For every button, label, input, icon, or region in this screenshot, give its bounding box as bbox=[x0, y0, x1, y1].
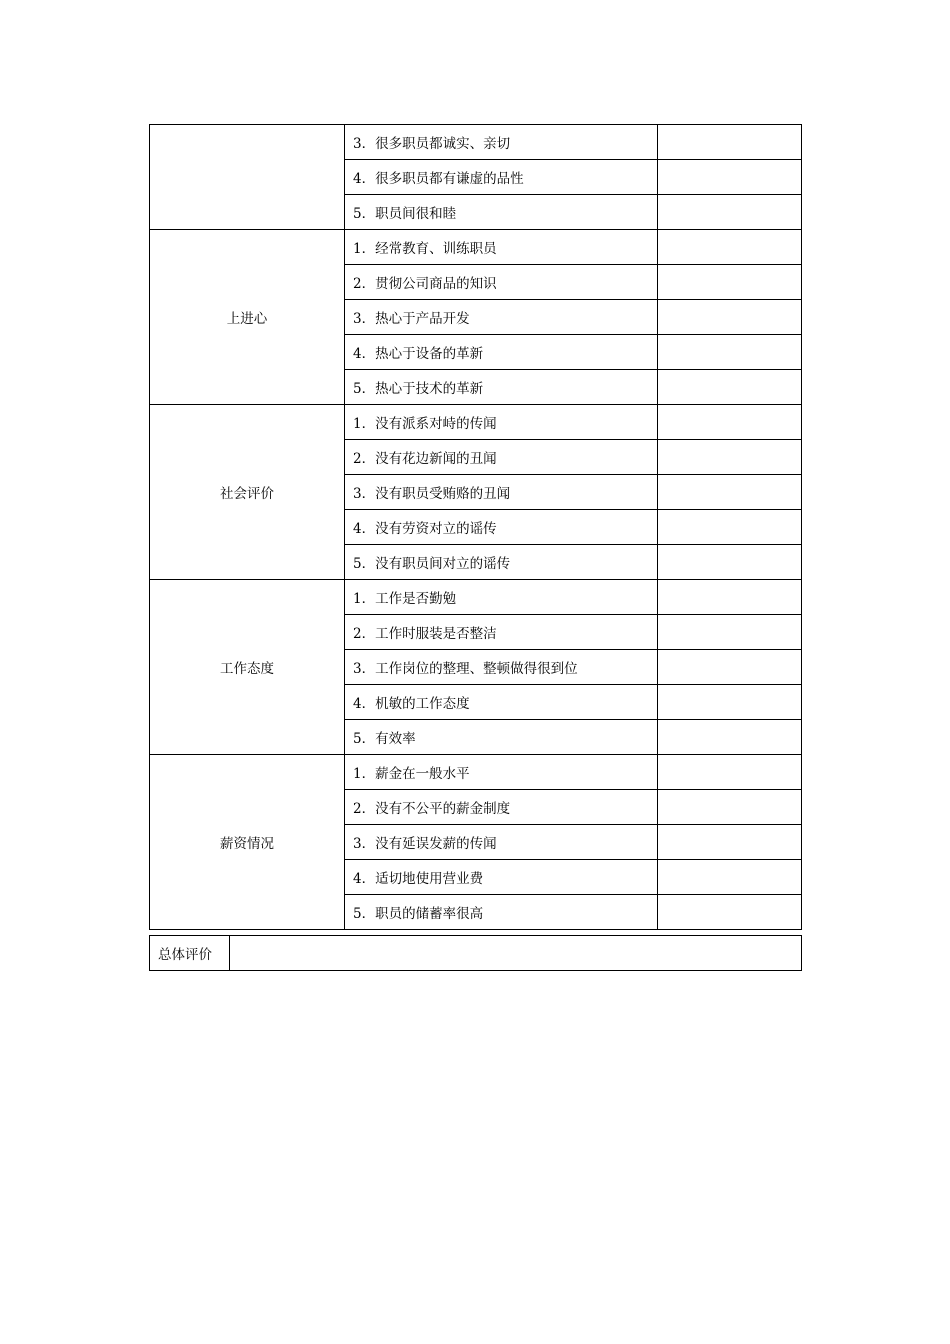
table-row bbox=[150, 755, 802, 790]
category-cell: 上进心 bbox=[150, 230, 345, 405]
score-cell[interactable] bbox=[658, 615, 802, 650]
score-cell[interactable] bbox=[658, 860, 802, 895]
score-cell[interactable] bbox=[658, 230, 802, 265]
criterion-cell: 2．没有花边新闻的丑闻 bbox=[345, 440, 658, 475]
score-cell[interactable] bbox=[658, 825, 802, 860]
criterion-cell: 3．很多职员都诚实、亲切 bbox=[345, 125, 658, 160]
score-cell[interactable] bbox=[658, 160, 802, 195]
score-cell[interactable] bbox=[658, 370, 802, 405]
criterion-cell: 1．经常教育、训练职员 bbox=[345, 230, 658, 265]
score-cell[interactable] bbox=[658, 580, 802, 615]
criterion-cell: 5．没有职员间对立的谣传 bbox=[345, 545, 658, 580]
score-cell[interactable] bbox=[658, 545, 802, 580]
score-cell[interactable] bbox=[658, 440, 802, 475]
criterion-cell: 2．工作时服装是否整洁 bbox=[345, 615, 658, 650]
criterion-cell: 5．热心于技术的革新 bbox=[345, 370, 658, 405]
criterion-cell: 2．贯彻公司商品的知识 bbox=[345, 265, 658, 300]
table-row bbox=[150, 125, 802, 160]
criterion-cell: 3．工作岗位的整理、整顿做得很到位 bbox=[345, 650, 658, 685]
criterion-cell: 1．没有派系对峙的传闻 bbox=[345, 405, 658, 440]
score-cell[interactable] bbox=[658, 755, 802, 790]
criterion-cell: 3．没有职员受贿赂的丑闻 bbox=[345, 475, 658, 510]
category-cell bbox=[150, 125, 345, 230]
evaluation-table-body bbox=[150, 125, 802, 930]
table-row bbox=[150, 405, 802, 440]
category-cell: 工作态度 bbox=[150, 580, 345, 755]
category-cell: 薪资情况 bbox=[150, 755, 345, 930]
score-cell[interactable] bbox=[658, 405, 802, 440]
summary-table bbox=[149, 935, 802, 971]
score-cell[interactable] bbox=[658, 720, 802, 755]
score-cell[interactable] bbox=[658, 195, 802, 230]
score-cell[interactable] bbox=[658, 650, 802, 685]
criterion-cell: 4．没有劳资对立的谣传 bbox=[345, 510, 658, 545]
score-cell[interactable] bbox=[658, 265, 802, 300]
score-cell[interactable] bbox=[658, 685, 802, 720]
criterion-cell: 4．热心于设备的革新 bbox=[345, 335, 658, 370]
summary-row bbox=[150, 936, 802, 971]
score-cell[interactable] bbox=[658, 335, 802, 370]
table-row bbox=[150, 580, 802, 615]
criterion-cell: 4．机敏的工作态度 bbox=[345, 685, 658, 720]
category-cell: 社会评价 bbox=[150, 405, 345, 580]
score-cell[interactable] bbox=[658, 895, 802, 930]
evaluation-table bbox=[149, 124, 802, 930]
criterion-cell: 3．没有延误发薪的传闻 bbox=[345, 825, 658, 860]
score-cell[interactable] bbox=[658, 510, 802, 545]
criterion-cell: 1．薪金在一般水平 bbox=[345, 755, 658, 790]
score-cell[interactable] bbox=[658, 300, 802, 335]
criterion-cell: 4．适切地使用营业费 bbox=[345, 860, 658, 895]
score-cell[interactable] bbox=[658, 125, 802, 160]
criterion-cell: 3．热心于产品开发 bbox=[345, 300, 658, 335]
criterion-cell: 2．没有不公平的薪金制度 bbox=[345, 790, 658, 825]
summary-value-cell[interactable] bbox=[230, 936, 802, 971]
score-cell[interactable] bbox=[658, 790, 802, 825]
criterion-cell: 5．职员间很和睦 bbox=[345, 195, 658, 230]
table-row bbox=[150, 230, 802, 265]
summary-label: 总体评价 bbox=[150, 936, 230, 971]
criterion-cell: 5．有效率 bbox=[345, 720, 658, 755]
criterion-cell: 5．职员的储蓄率很高 bbox=[345, 895, 658, 930]
score-cell[interactable] bbox=[658, 475, 802, 510]
criterion-cell: 1．工作是否勤勉 bbox=[345, 580, 658, 615]
criterion-cell: 4．很多职员都有谦虚的品性 bbox=[345, 160, 658, 195]
